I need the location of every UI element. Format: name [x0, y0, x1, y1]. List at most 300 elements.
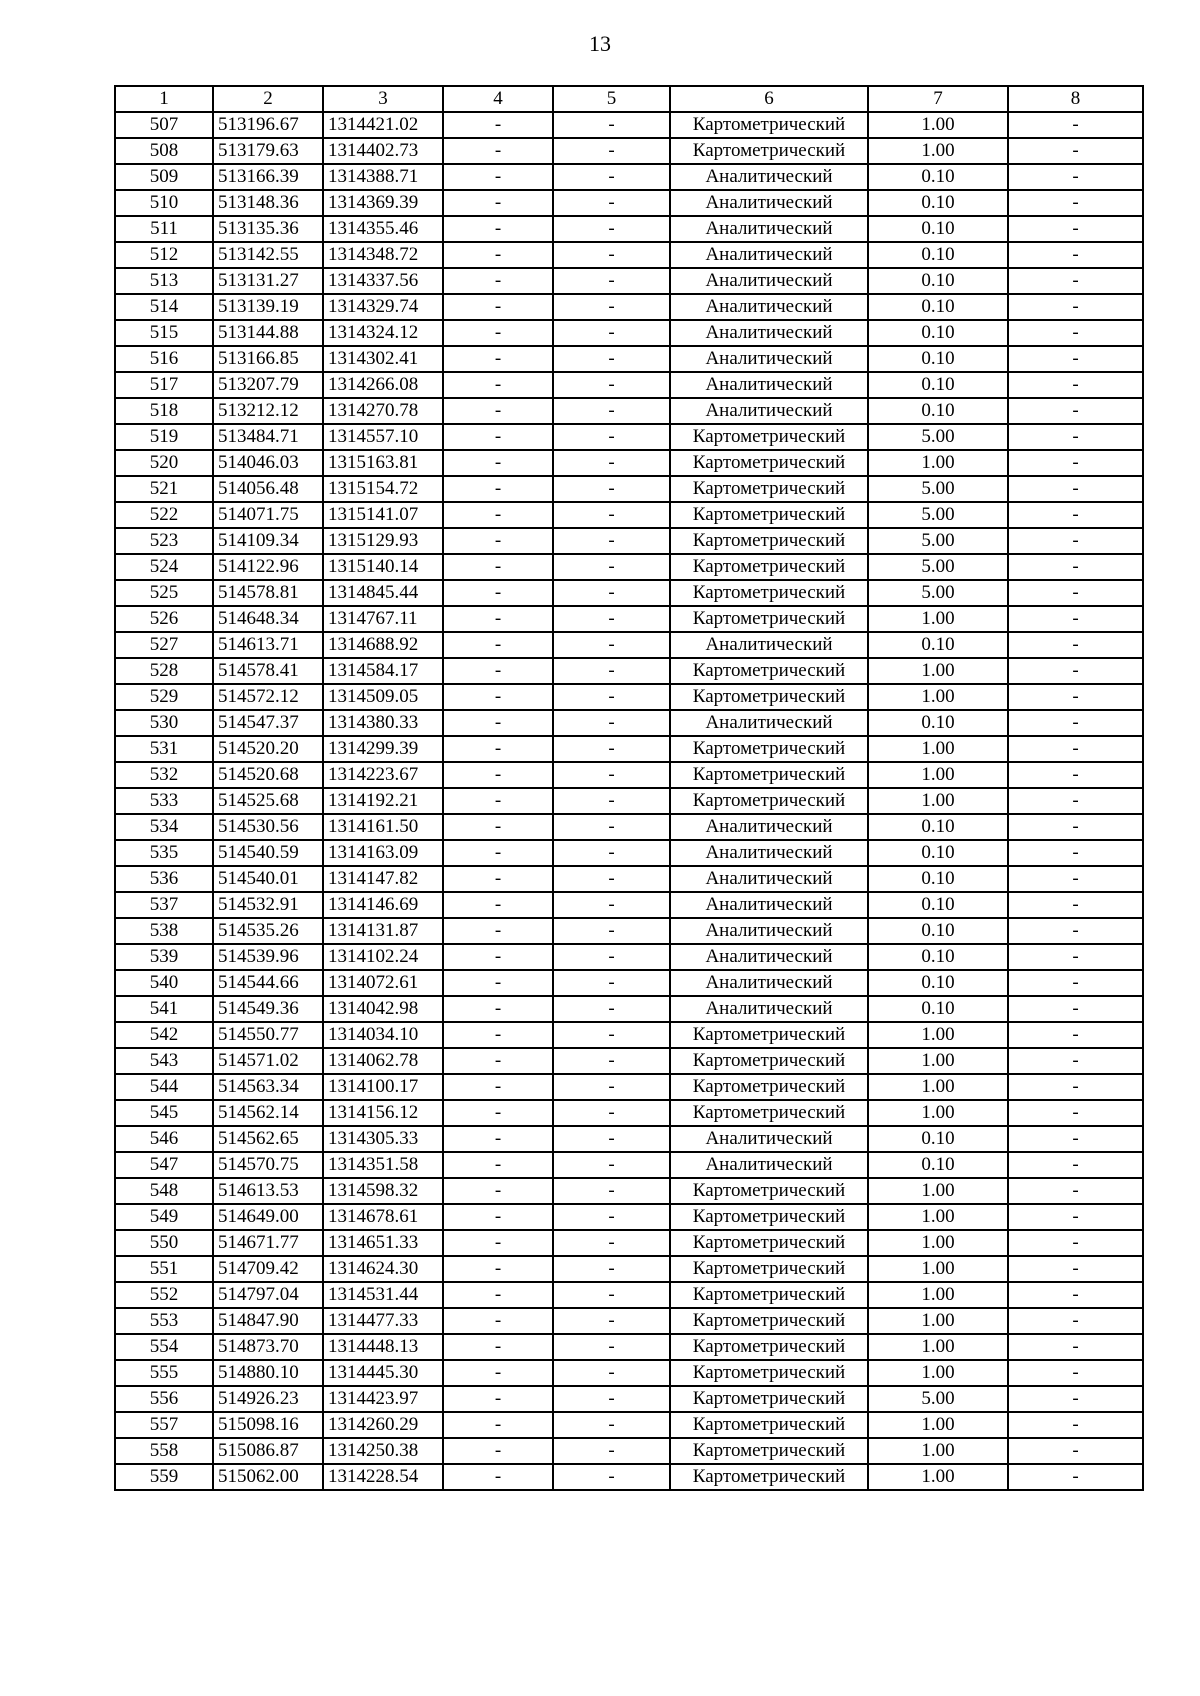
method-cell: Картометрический	[670, 658, 868, 684]
x-coordinate-cell: 514525.68	[213, 788, 323, 814]
table-row	[115, 762, 1143, 788]
y-coordinate-cell: 1314448.13	[323, 1334, 443, 1360]
x-coordinate-cell: 514562.14	[213, 1100, 323, 1126]
column-5-cell: -	[553, 1100, 670, 1126]
accuracy-cell: 0.10	[868, 710, 1008, 736]
accuracy-cell: 1.00	[868, 112, 1008, 138]
column-8-cell: -	[1008, 840, 1143, 866]
y-coordinate-cell: 1314131.87	[323, 918, 443, 944]
accuracy-cell: 0.10	[868, 216, 1008, 242]
column-8-cell: -	[1008, 1386, 1143, 1412]
point-number-cell: 547	[115, 1152, 213, 1178]
column-8-cell: -	[1008, 1152, 1143, 1178]
x-coordinate-cell: 514578.41	[213, 658, 323, 684]
y-coordinate-cell: 1314329.74	[323, 294, 443, 320]
y-coordinate-cell: 1314557.10	[323, 424, 443, 450]
point-number-cell: 521	[115, 476, 213, 502]
accuracy-cell: 1.00	[868, 1204, 1008, 1230]
column-5-cell: -	[553, 1256, 670, 1282]
column-8-cell: -	[1008, 1438, 1143, 1464]
column-4-cell: -	[443, 1152, 553, 1178]
column-5-cell: -	[553, 1464, 670, 1490]
accuracy-cell: 0.10	[868, 996, 1008, 1022]
accuracy-cell: 1.00	[868, 684, 1008, 710]
table-row	[115, 710, 1143, 736]
column-4-cell: -	[443, 138, 553, 164]
y-coordinate-cell: 1314223.67	[323, 762, 443, 788]
method-cell: Картометрический	[670, 1074, 868, 1100]
method-cell: Картометрический	[670, 762, 868, 788]
table-row	[115, 112, 1143, 138]
x-coordinate-cell: 514797.04	[213, 1282, 323, 1308]
column-8-cell: -	[1008, 580, 1143, 606]
y-coordinate-cell: 1314163.09	[323, 840, 443, 866]
column-8-cell: -	[1008, 632, 1143, 658]
x-coordinate-cell: 514046.03	[213, 450, 323, 476]
column-8-cell: -	[1008, 450, 1143, 476]
column-5-cell: -	[553, 112, 670, 138]
point-number-cell: 553	[115, 1308, 213, 1334]
point-number-cell: 539	[115, 944, 213, 970]
table-row	[115, 840, 1143, 866]
column-5-cell: -	[553, 996, 670, 1022]
point-number-cell: 551	[115, 1256, 213, 1282]
column-5-cell: -	[553, 1048, 670, 1074]
y-coordinate-cell: 1314034.10	[323, 1022, 443, 1048]
column-5-cell: -	[553, 684, 670, 710]
column-header: 3	[323, 86, 443, 112]
column-8-cell: -	[1008, 736, 1143, 762]
column-8-cell: -	[1008, 788, 1143, 814]
table-row	[115, 424, 1143, 450]
method-cell: Картометрический	[670, 788, 868, 814]
point-number-cell: 557	[115, 1412, 213, 1438]
point-number-cell: 524	[115, 554, 213, 580]
point-number-cell: 509	[115, 164, 213, 190]
column-4-cell: -	[443, 502, 553, 528]
point-number-cell: 525	[115, 580, 213, 606]
x-coordinate-cell: 514709.42	[213, 1256, 323, 1282]
column-4-cell: -	[443, 1308, 553, 1334]
x-coordinate-cell: 514544.66	[213, 970, 323, 996]
column-8-cell: -	[1008, 1334, 1143, 1360]
column-8-cell: -	[1008, 1464, 1143, 1490]
method-cell: Картометрический	[670, 1412, 868, 1438]
column-5-cell: -	[553, 1074, 670, 1100]
point-number-cell: 527	[115, 632, 213, 658]
method-cell: Аналитический	[670, 294, 868, 320]
column-8-cell: -	[1008, 398, 1143, 424]
method-cell: Аналитический	[670, 190, 868, 216]
column-8-cell: -	[1008, 1074, 1143, 1100]
y-coordinate-cell: 1314100.17	[323, 1074, 443, 1100]
point-number-cell: 522	[115, 502, 213, 528]
table-row	[115, 476, 1143, 502]
column-4-cell: -	[443, 866, 553, 892]
point-number-cell: 538	[115, 918, 213, 944]
column-5-cell: -	[553, 606, 670, 632]
accuracy-cell: 1.00	[868, 1308, 1008, 1334]
column-5-cell: -	[553, 892, 670, 918]
table-row	[115, 1360, 1143, 1386]
point-number-cell: 519	[115, 424, 213, 450]
method-cell: Аналитический	[670, 918, 868, 944]
column-5-cell: -	[553, 1230, 670, 1256]
column-8-cell: -	[1008, 242, 1143, 268]
x-coordinate-cell: 513135.36	[213, 216, 323, 242]
column-4-cell: -	[443, 450, 553, 476]
column-8-cell: -	[1008, 1100, 1143, 1126]
accuracy-cell: 0.10	[868, 892, 1008, 918]
column-5-cell: -	[553, 710, 670, 736]
accuracy-cell: 1.00	[868, 1048, 1008, 1074]
column-8-cell: -	[1008, 346, 1143, 372]
table-row	[115, 1256, 1143, 1282]
point-number-cell: 529	[115, 684, 213, 710]
column-8-cell: -	[1008, 164, 1143, 190]
column-4-cell: -	[443, 658, 553, 684]
table-row	[115, 1334, 1143, 1360]
column-5-cell: -	[553, 970, 670, 996]
column-5-cell: -	[553, 554, 670, 580]
column-5-cell: -	[553, 866, 670, 892]
method-cell: Аналитический	[670, 814, 868, 840]
column-4-cell: -	[443, 1282, 553, 1308]
accuracy-cell: 0.10	[868, 294, 1008, 320]
accuracy-cell: 1.00	[868, 1256, 1008, 1282]
column-4-cell: -	[443, 1074, 553, 1100]
x-coordinate-cell: 514572.12	[213, 684, 323, 710]
x-coordinate-cell: 514520.20	[213, 736, 323, 762]
column-8-cell: -	[1008, 1126, 1143, 1152]
point-number-cell: 541	[115, 996, 213, 1022]
table-row	[115, 398, 1143, 424]
y-coordinate-cell: 1314369.39	[323, 190, 443, 216]
y-coordinate-cell: 1314260.29	[323, 1412, 443, 1438]
x-coordinate-cell: 513148.36	[213, 190, 323, 216]
method-cell: Аналитический	[670, 1126, 868, 1152]
accuracy-cell: 5.00	[868, 476, 1008, 502]
column-5-cell: -	[553, 580, 670, 606]
accuracy-cell: 5.00	[868, 580, 1008, 606]
method-cell: Картометрический	[670, 684, 868, 710]
column-8-cell: -	[1008, 138, 1143, 164]
table-row	[115, 372, 1143, 398]
method-cell: Аналитический	[670, 320, 868, 346]
column-header: 6	[670, 86, 868, 112]
point-number-cell: 516	[115, 346, 213, 372]
point-number-cell: 556	[115, 1386, 213, 1412]
accuracy-cell: 0.10	[868, 814, 1008, 840]
point-number-cell: 535	[115, 840, 213, 866]
point-number-cell: 510	[115, 190, 213, 216]
column-4-cell: -	[443, 762, 553, 788]
column-5-cell: -	[553, 1126, 670, 1152]
x-coordinate-cell: 514613.71	[213, 632, 323, 658]
table-row	[115, 554, 1143, 580]
x-coordinate-cell: 514547.37	[213, 710, 323, 736]
y-coordinate-cell: 1315140.14	[323, 554, 443, 580]
column-8-cell: -	[1008, 294, 1143, 320]
x-coordinate-cell: 514056.48	[213, 476, 323, 502]
column-5-cell: -	[553, 294, 670, 320]
accuracy-cell: 1.00	[868, 1464, 1008, 1490]
point-number-cell: 537	[115, 892, 213, 918]
y-coordinate-cell: 1314250.38	[323, 1438, 443, 1464]
column-8-cell: -	[1008, 1412, 1143, 1438]
accuracy-cell: 0.10	[868, 944, 1008, 970]
point-number-cell: 523	[115, 528, 213, 554]
method-cell: Картометрический	[670, 1282, 868, 1308]
accuracy-cell: 0.10	[868, 918, 1008, 944]
column-4-cell: -	[443, 840, 553, 866]
point-number-cell: 542	[115, 1022, 213, 1048]
y-coordinate-cell: 1314270.78	[323, 398, 443, 424]
point-number-cell: 511	[115, 216, 213, 242]
coordinates-table	[114, 85, 1144, 1491]
y-coordinate-cell: 1314351.58	[323, 1152, 443, 1178]
column-8-cell: -	[1008, 1048, 1143, 1074]
accuracy-cell: 0.10	[868, 268, 1008, 294]
y-coordinate-cell: 1314388.71	[323, 164, 443, 190]
column-8-cell: -	[1008, 892, 1143, 918]
x-coordinate-cell: 514873.70	[213, 1334, 323, 1360]
accuracy-cell: 1.00	[868, 1334, 1008, 1360]
point-number-cell: 540	[115, 970, 213, 996]
table-row	[115, 1074, 1143, 1100]
x-coordinate-cell: 514578.81	[213, 580, 323, 606]
table-row	[115, 216, 1143, 242]
y-coordinate-cell: 1314678.61	[323, 1204, 443, 1230]
column-5-cell: -	[553, 138, 670, 164]
accuracy-cell: 1.00	[868, 736, 1008, 762]
method-cell: Картометрический	[670, 1464, 868, 1490]
point-number-cell: 508	[115, 138, 213, 164]
column-header: 8	[1008, 86, 1143, 112]
method-cell: Картометрический	[670, 1022, 868, 1048]
method-cell: Картометрический	[670, 1438, 868, 1464]
column-8-cell: -	[1008, 554, 1143, 580]
column-4-cell: -	[443, 710, 553, 736]
column-header: 4	[443, 86, 553, 112]
accuracy-cell: 1.00	[868, 1360, 1008, 1386]
accuracy-cell: 1.00	[868, 1074, 1008, 1100]
table-row	[115, 1152, 1143, 1178]
y-coordinate-cell: 1314767.11	[323, 606, 443, 632]
method-cell: Картометрический	[670, 424, 868, 450]
accuracy-cell: 0.10	[868, 970, 1008, 996]
column-5-cell: -	[553, 450, 670, 476]
y-coordinate-cell: 1314445.30	[323, 1360, 443, 1386]
method-cell: Аналитический	[670, 268, 868, 294]
x-coordinate-cell: 514671.77	[213, 1230, 323, 1256]
column-8-cell: -	[1008, 606, 1143, 632]
accuracy-cell: 0.10	[868, 632, 1008, 658]
column-5-cell: -	[553, 398, 670, 424]
x-coordinate-cell: 513144.88	[213, 320, 323, 346]
table-row	[115, 1230, 1143, 1256]
x-coordinate-cell: 514550.77	[213, 1022, 323, 1048]
x-coordinate-cell: 514649.00	[213, 1204, 323, 1230]
column-4-cell: -	[443, 606, 553, 632]
table-row	[115, 190, 1143, 216]
table-row	[115, 632, 1143, 658]
point-number-cell: 550	[115, 1230, 213, 1256]
x-coordinate-cell: 515098.16	[213, 1412, 323, 1438]
y-coordinate-cell: 1314302.41	[323, 346, 443, 372]
x-coordinate-cell: 514071.75	[213, 502, 323, 528]
column-header: 2	[213, 86, 323, 112]
point-number-cell: 549	[115, 1204, 213, 1230]
column-4-cell: -	[443, 190, 553, 216]
table-row	[115, 684, 1143, 710]
table-row	[115, 502, 1143, 528]
y-coordinate-cell: 1314477.33	[323, 1308, 443, 1334]
column-4-cell: -	[443, 1334, 553, 1360]
point-number-cell: 536	[115, 866, 213, 892]
column-8-cell: -	[1008, 762, 1143, 788]
y-coordinate-cell: 1314266.08	[323, 372, 443, 398]
method-cell: Аналитический	[670, 892, 868, 918]
method-cell: Картометрический	[670, 1178, 868, 1204]
column-5-cell: -	[553, 1152, 670, 1178]
y-coordinate-cell: 1314531.44	[323, 1282, 443, 1308]
point-number-cell: 552	[115, 1282, 213, 1308]
accuracy-cell: 0.10	[868, 1152, 1008, 1178]
table-row	[115, 918, 1143, 944]
accuracy-cell: 5.00	[868, 424, 1008, 450]
x-coordinate-cell: 514648.34	[213, 606, 323, 632]
table-row	[115, 580, 1143, 606]
column-4-cell: -	[443, 112, 553, 138]
method-cell: Картометрический	[670, 450, 868, 476]
column-8-cell: -	[1008, 996, 1143, 1022]
x-coordinate-cell: 514532.91	[213, 892, 323, 918]
table-row	[115, 814, 1143, 840]
x-coordinate-cell: 514880.10	[213, 1360, 323, 1386]
method-cell: Картометрический	[670, 1048, 868, 1074]
point-number-cell: 514	[115, 294, 213, 320]
method-cell: Аналитический	[670, 632, 868, 658]
method-cell: Аналитический	[670, 944, 868, 970]
x-coordinate-cell: 514613.53	[213, 1178, 323, 1204]
point-number-cell: 532	[115, 762, 213, 788]
column-4-cell: -	[443, 398, 553, 424]
column-5-cell: -	[553, 190, 670, 216]
accuracy-cell: 5.00	[868, 528, 1008, 554]
column-4-cell: -	[443, 294, 553, 320]
method-cell: Аналитический	[670, 866, 868, 892]
column-5-cell: -	[553, 1204, 670, 1230]
column-8-cell: -	[1008, 1230, 1143, 1256]
column-5-cell: -	[553, 1360, 670, 1386]
method-cell: Аналитический	[670, 996, 868, 1022]
column-5-cell: -	[553, 216, 670, 242]
column-4-cell: -	[443, 1438, 553, 1464]
y-coordinate-cell: 1314651.33	[323, 1230, 443, 1256]
point-number-cell: 534	[115, 814, 213, 840]
table-row	[115, 450, 1143, 476]
accuracy-cell: 1.00	[868, 1438, 1008, 1464]
column-8-cell: -	[1008, 1256, 1143, 1282]
y-coordinate-cell: 1315129.93	[323, 528, 443, 554]
column-5-cell: -	[553, 1412, 670, 1438]
x-coordinate-cell: 514520.68	[213, 762, 323, 788]
column-4-cell: -	[443, 216, 553, 242]
point-number-cell: 558	[115, 1438, 213, 1464]
column-8-cell: -	[1008, 814, 1143, 840]
y-coordinate-cell: 1314584.17	[323, 658, 443, 684]
accuracy-cell: 0.10	[868, 398, 1008, 424]
column-header: 7	[868, 86, 1008, 112]
column-4-cell: -	[443, 1230, 553, 1256]
table-row	[115, 1282, 1143, 1308]
column-4-cell: -	[443, 372, 553, 398]
column-4-cell: -	[443, 268, 553, 294]
page-number: 13	[589, 31, 611, 56]
column-8-cell: -	[1008, 476, 1143, 502]
column-4-cell: -	[443, 970, 553, 996]
y-coordinate-cell: 1314305.33	[323, 1126, 443, 1152]
accuracy-cell: 0.10	[868, 866, 1008, 892]
point-number-cell: 520	[115, 450, 213, 476]
x-coordinate-cell: 514540.01	[213, 866, 323, 892]
column-5-cell: -	[553, 164, 670, 190]
column-8-cell: -	[1008, 970, 1143, 996]
y-coordinate-cell: 1314380.33	[323, 710, 443, 736]
table-row	[115, 970, 1143, 996]
x-coordinate-cell: 513212.12	[213, 398, 323, 424]
point-number-cell: 543	[115, 1048, 213, 1074]
column-5-cell: -	[553, 372, 670, 398]
table-row	[115, 138, 1143, 164]
table-row	[115, 528, 1143, 554]
x-coordinate-cell: 515062.00	[213, 1464, 323, 1490]
x-coordinate-cell: 513142.55	[213, 242, 323, 268]
column-8-cell: -	[1008, 112, 1143, 138]
column-8-cell: -	[1008, 918, 1143, 944]
point-number-cell: 515	[115, 320, 213, 346]
accuracy-cell: 1.00	[868, 606, 1008, 632]
table-row	[115, 1178, 1143, 1204]
point-number-cell: 548	[115, 1178, 213, 1204]
column-8-cell: -	[1008, 528, 1143, 554]
method-cell: Картометрический	[670, 502, 868, 528]
point-number-cell: 559	[115, 1464, 213, 1490]
accuracy-cell: 1.00	[868, 1230, 1008, 1256]
method-cell: Картометрический	[670, 1230, 868, 1256]
accuracy-cell: 0.10	[868, 840, 1008, 866]
table-row	[115, 1308, 1143, 1334]
table-row	[115, 996, 1143, 1022]
column-4-cell: -	[443, 346, 553, 372]
point-number-cell: 546	[115, 1126, 213, 1152]
y-coordinate-cell: 1314192.21	[323, 788, 443, 814]
method-cell: Картометрический	[670, 1386, 868, 1412]
column-4-cell: -	[443, 554, 553, 580]
column-8-cell: -	[1008, 1282, 1143, 1308]
x-coordinate-cell: 514563.34	[213, 1074, 323, 1100]
method-cell: Аналитический	[670, 242, 868, 268]
accuracy-cell: 0.10	[868, 190, 1008, 216]
y-coordinate-cell: 1314102.24	[323, 944, 443, 970]
column-4-cell: -	[443, 1412, 553, 1438]
table-row	[115, 268, 1143, 294]
column-8-cell: -	[1008, 944, 1143, 970]
column-5-cell: -	[553, 1282, 670, 1308]
column-4-cell: -	[443, 892, 553, 918]
column-4-cell: -	[443, 788, 553, 814]
